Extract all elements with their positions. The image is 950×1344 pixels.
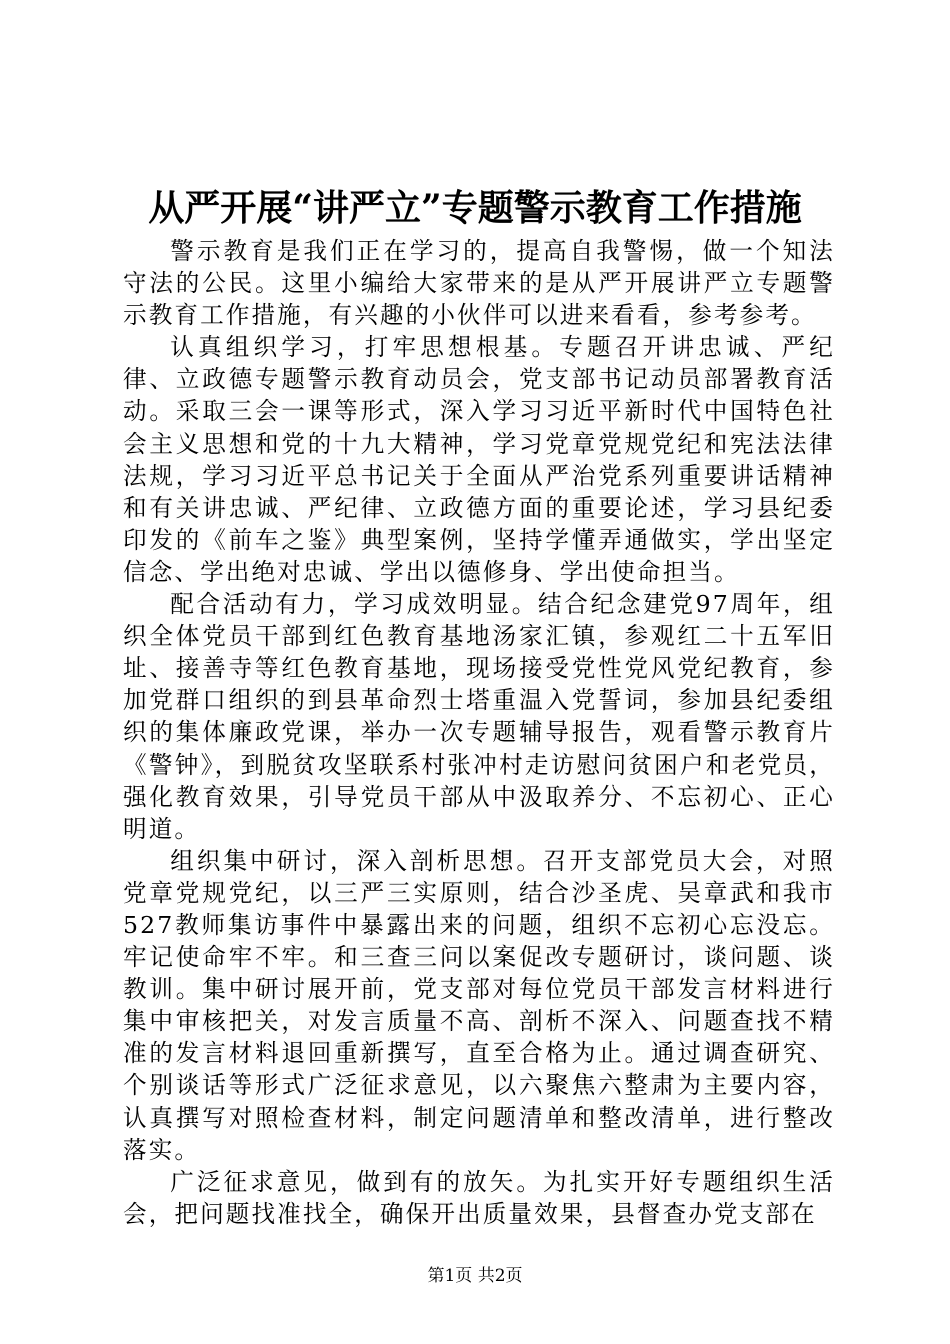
paragraph-intro: 警示教育是我们正在学习的，提高自我警惕，做一个知法守法的公民。这里小编给大家带来的是从严开展讲严立专题警示教育工作措施，有兴趣的小伙伴可以进来看看，参考参考。 [123, 237, 835, 330]
page-number-footer: 第1页 共2页 [427, 1266, 523, 1286]
document-body [123, 235, 835, 1230]
paragraph-opinions: 广泛征求意见，做到有的放矢。为扎实开好专题组织生活会，把问题找准找全，确保开出质量效果，县督查办党支部在 [123, 1167, 835, 1228]
paragraph-discussion: 组织集中研讨，深入剖析思想。召开支部党员大会，对照党章党规党纪，以三严三实原则，结合沙圣虎、吴章武和我市527教师集访事件中暴露出来的问题，组织不忘初心忘没忘。牢记使命牢不牢。和三查三问以案促改专题研讨，谈问题、谈教训。集中研讨展开前，党支部对每位党员干部发言材料进行集中审核把关，对发言质量不高、剖析不深入、问题查找不精准的发言材料退回重新撰写，直至合格为止。通过调查研究、个别谈话等形式广泛征求意见，以六聚焦六整肃为主要内容，认真撰写对照检查材料，制定问题清单和整改清单，进行整改落实。 [123, 846, 835, 1164]
document-title: 从严开展“讲严立”专题警示教育工作措施 [148, 187, 802, 229]
paragraph-study: 认真组织学习，打牢思想根基。专题召开讲忠诚、严纪律、立政德专题警示教育动员会，党支部书记动员部署教育活动。采取三会一课等形式，深入学习习近平新时代中国特色社会主义思想和党的十九大精神，学习党章党规党纪和宪法法律法规，学习习近平总书记关于全面从严治党系列重要讲话精神和有关讲忠诚、严纪律、立政德方面的重要论述，学习县纪委印发的《前车之鉴》典型案例，坚持学懂弄通做实，学出坚定信念、学出绝对忠诚、学出以德修身、学出使命担当。 [123, 333, 835, 586]
paragraph-activities: 配合活动有力，学习成效明显。结合纪念建党97周年，组织全体党员干部到红色教育基地汤家汇镇，参观红二十五军旧址、接善寺等红色教育基地，现场接受党性党风党纪教育，参加党群口组织的到县革命烈士塔重温入党誓词，参加县纪委组织的集体廉政党课，举办一次专题辅导报告，观看警示教育片《警钟》，到脱贫攻坚联系村张冲村走访慰问贫困户和老党员，强化教育效果，引导党员干部从中汲取养分、不忘初心、正心明道。 [123, 590, 835, 843]
